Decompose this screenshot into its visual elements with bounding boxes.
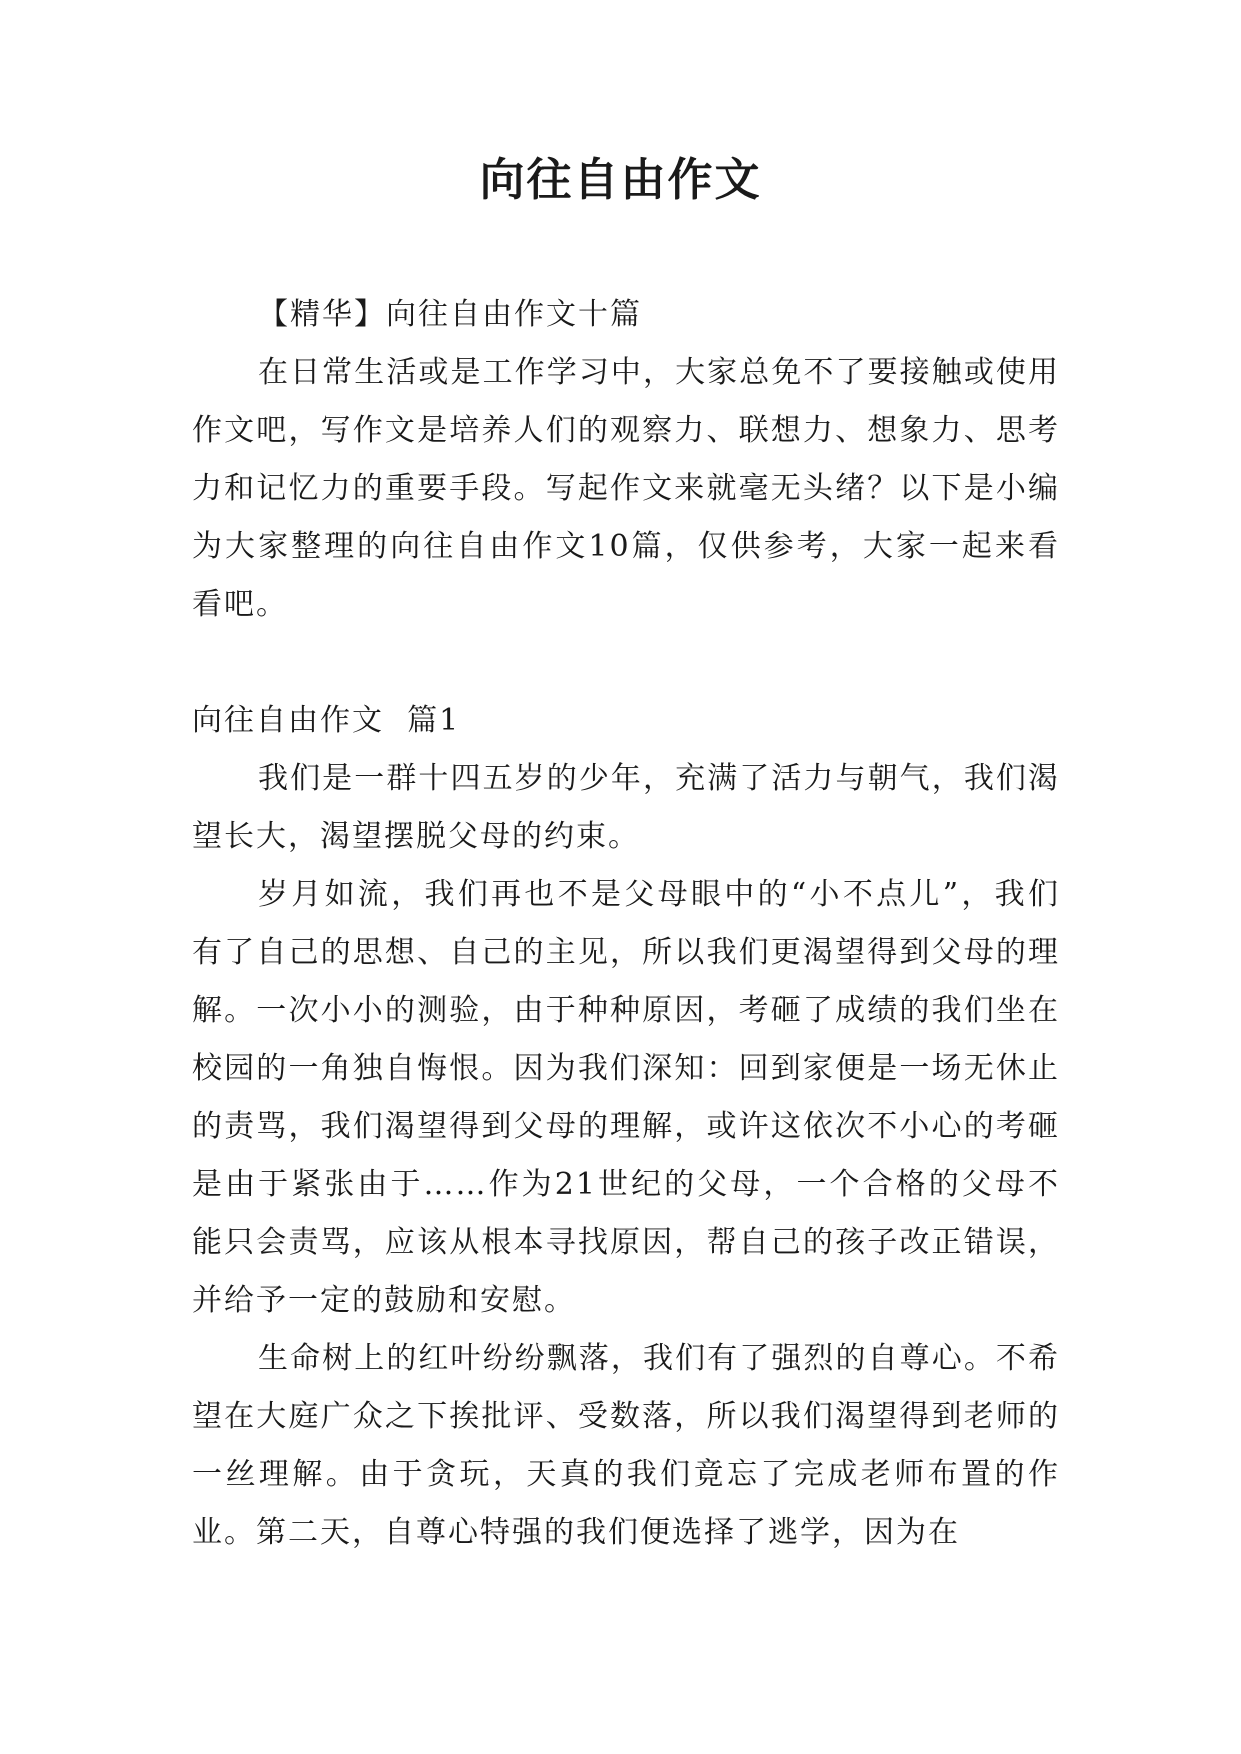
section-spacer [192, 634, 1060, 692]
intro-heading-line: 【精华】向往自由作文十篇 [258, 297, 642, 332]
intro-paragraph: 在日常生活或是工作学习中，大家总免不了要接触或使用作文吧，写作文是培养人们的观察力、联想力、想象力、思考力和记忆力的重要手段。写起作文来就毫无头绪？以下是小编为大家整理的向往自由作文10篇，仅供参考，大家一起来看看吧。 [192, 355, 1060, 622]
section-paragraph-3: 生命树上的红叶纷纷飘落，我们有了强烈的自尊心。不希望在大庭广众之下挨批评、受数落，所以我们渴望得到老师的一丝理解。由于贪玩，天真的我们竟忘了完成老师布置的作业。第二天，自尊心特强的我们便选择了逃学，因为在 [192, 1341, 1060, 1550]
section-paragraph-1: 我们是一群十四五岁的少年，充满了活力与朝气，我们渴望长大，渴望摆脱父母的约束。 [192, 761, 1060, 854]
section-paragraph-2: 岁月如流，我们再也不是父母眼中的“小不点儿”，我们有了自己的思想、自己的主见，所以我们更渴望得到父母的理解。一次小小的测验，由于种种原因，考砸了成绩的我们坐在校园的一角独自悔恨。因为我们深知：回到家便是一场无休止的责骂，我们渴望得到父母的理解，或许这依次不小心的考砸是由于紧张由于……作为21世纪的父母，一个合格的父母不能只会责骂，应该从根本寻找原因，帮自己的孩子改正错误，并给予一定的鼓励和安慰。 [192, 877, 1060, 1318]
section-heading: 向往自由作文 篇1 [192, 703, 461, 738]
document-body [192, 286, 1060, 1562]
document-title: 向往自由作文 [479, 153, 762, 206]
